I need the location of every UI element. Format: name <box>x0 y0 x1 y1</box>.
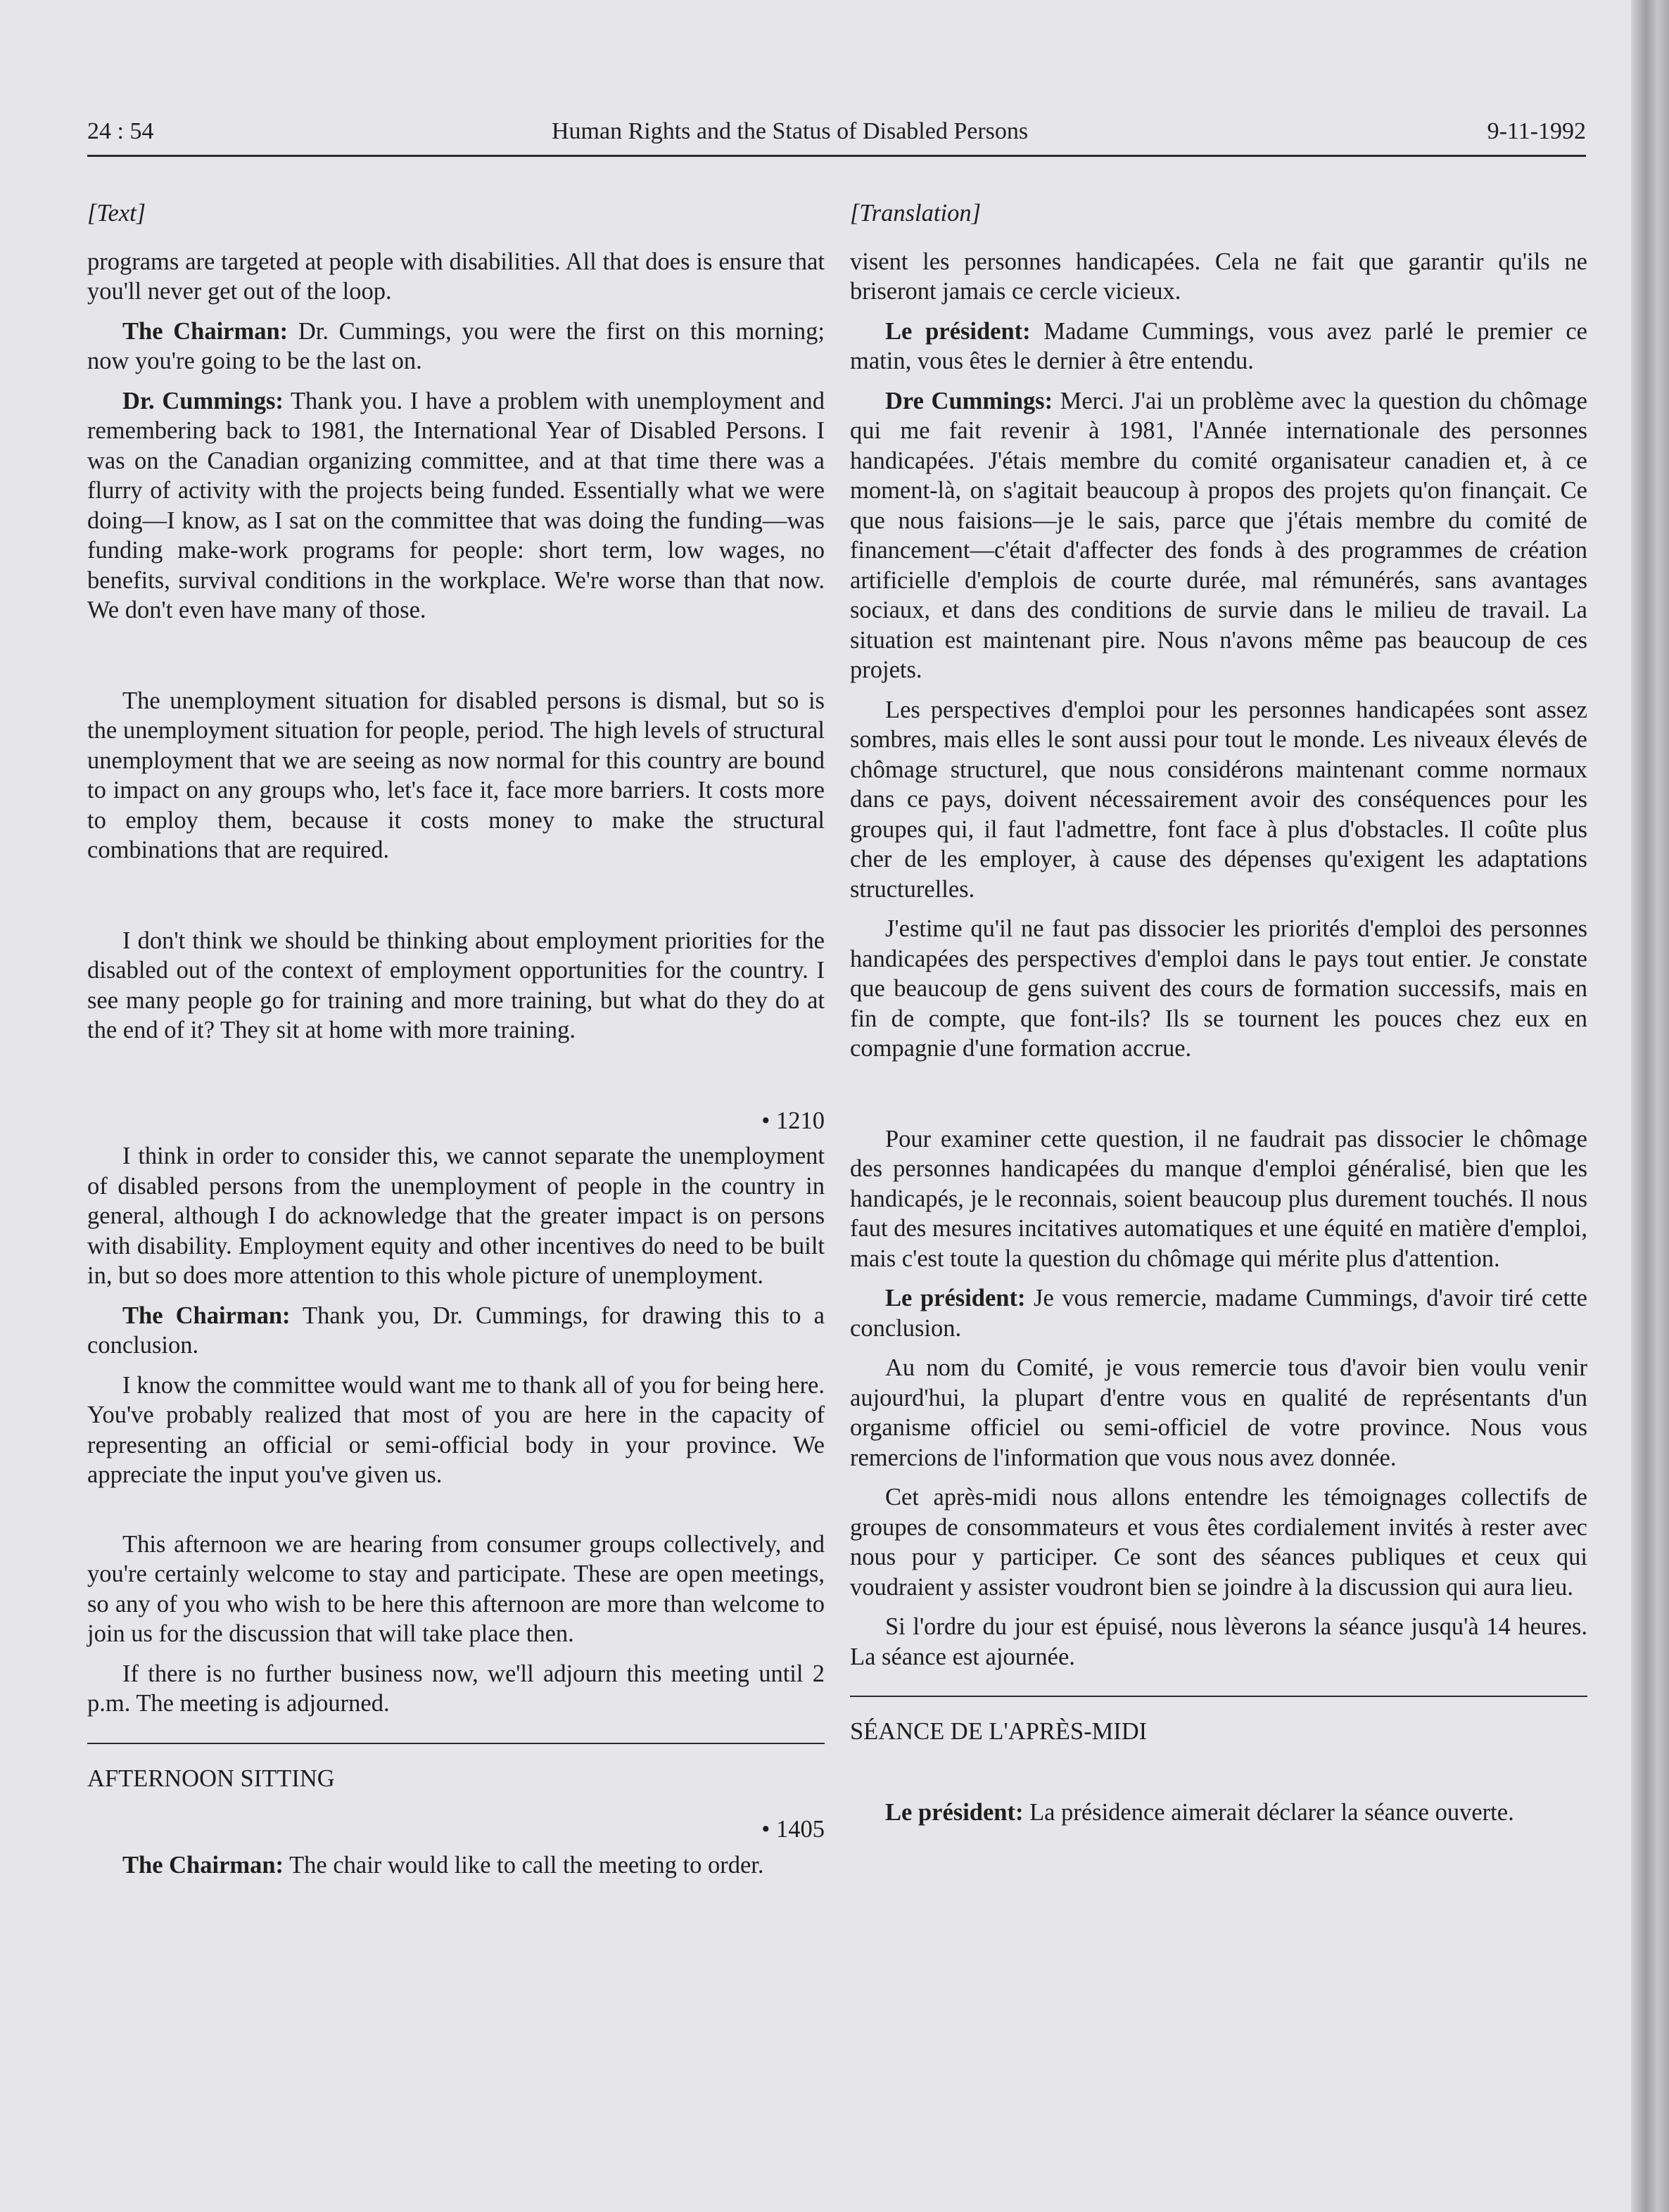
speaker-name: Dre Cummings: <box>885 387 1053 414</box>
speech-text: Thank you, Dr. Cummings, for drawing this to a conclusion. <box>87 1302 825 1359</box>
paragraph: Si l'ordre du jour est épuisé, nous lèverons la séance jusqu'à 14 heures. La séance est ajournée. <box>850 1613 1587 1670</box>
spacer <box>87 635 825 686</box>
speaker-name: Le président: <box>885 1798 1024 1826</box>
speaker-name: The Chairman: <box>122 317 288 345</box>
speech-paragraph <box>87 317 825 376</box>
paragraph: visent les personnes handicapées. Cela ne fait que garantir qu'ils ne briseront jamais ce cercle vicieux. <box>850 248 1587 305</box>
section-heading: AFTERNOON SITTING <box>87 1765 335 1792</box>
spacer <box>87 1500 825 1530</box>
speaker-name: The Chairman: <box>122 1302 291 1329</box>
speech-text: La présidence aimerait déclarer la séance ouverte. <box>1023 1798 1514 1826</box>
time-marker: • 1405 <box>761 1816 825 1843</box>
section-rule <box>850 1696 1587 1697</box>
column-tag: [Text] <box>87 200 146 227</box>
spacer <box>87 1055 825 1106</box>
spacer <box>850 1768 1587 1798</box>
speech-paragraph <box>850 386 1587 685</box>
paragraph: Pour examiner cette question, il ne faudrait pas dissocier le chômage des personnes handicapées du manque d'emploi généralisé, bien que les handicapés, je le reconnais, soient beaucoup plus durement touchés. Il nous faut des mesures incitatives automatiques et une équité en matière d'emploi, mais c'est toute la question du chômage qui mérite plus d'attention. <box>850 1125 1587 1272</box>
column-tag: [Translation] <box>850 200 981 227</box>
speech-paragraph <box>87 1850 825 1881</box>
paragraph: If there is no further business now, we'll adjourn this meeting until 2 p.m. The meeting is adjourned. <box>87 1660 825 1717</box>
speaker-name: Dr. Cummings: <box>122 387 284 414</box>
paragraph: Les perspectives d'emploi pour les personnes handicapées sont assez sombres, mais elles le sont aussi pour tout le monde. Les niveaux élevés de chômage structurel, que nous considérons maintenant comme normaux dans ce pays, doivent nécessairement avoir des conséquences pour les groupes qui, il faut l'admettre, font face à plus d'obstacles. Il coûte plus cher de les employer, à cause des dépenses qu'exigent les adaptations structurelles. <box>850 696 1587 903</box>
speech-text: Je vous remercie, madame Cummings, d'avoir tiré cette conclusion. <box>850 1285 1587 1342</box>
speech-text: Dr. Cummings, you were the first on this morning; now you're going to be the last on. <box>87 317 825 374</box>
page-edge <box>1631 0 1669 2212</box>
page-header <box>87 118 1586 158</box>
paragraph: Cet après-midi nous allons entendre les témoignages collectifs de groupes de consommateurs et vous êtes cordialement invités à rester avec nous pour y participer. Ce sont des séances publiques et ceux qui voudraient y assister voudront bien se joindre à la discussion qui aura lieu. <box>850 1484 1587 1601</box>
spacer <box>850 1074 1587 1124</box>
french-column <box>850 198 1587 1837</box>
section-heading: SÉANCE DE L'APRÈS-MIDI <box>850 1718 1148 1745</box>
paragraph: programs are targeted at people with disabilities. All that does is ensure that you'll never get out of the loop. <box>87 248 825 305</box>
paragraph: I don't think we should be thinking about employment priorities for the disabled out of the context of employment opportunities for the country. I see many people go for training and more training, but what do they do at the end of it? They sit at home with more training. <box>87 927 825 1043</box>
spacer <box>87 875 825 926</box>
running-title: Human Rights and the Status of Disabled Persons <box>552 118 1029 144</box>
paragraph: Au nom du Comité, je vous remercie tous d'avoir bien voulu venir aujourd'hui, la plupart d'entre vous en qualité de représentants d'un organisme officiel ou semi-officiel de votre province. Nous vous remercions de l'information que vous nous avez donnée. <box>850 1354 1587 1471</box>
english-column <box>87 198 825 1890</box>
speaker-name: Le président: <box>885 1285 1026 1311</box>
paragraph: I know the committee would want me to thank all of you for being here. You've probably realized that most of you are here in the capacity of representing an official or semi-official body in your province. We appreciate the input you've given us. <box>87 1371 825 1488</box>
speech-paragraph <box>850 317 1587 376</box>
speaker-name: Le président: <box>885 317 1031 345</box>
paragraph: This afternoon we are hearing from consumer groups collectively, and you're certainly welcome to stay and participate. These are open meetings, so any of you who wish to be here this afternoon are more than welcome to join us for the discussion that will take place then. <box>87 1530 825 1647</box>
speech-paragraph <box>87 386 825 625</box>
paragraph: The unemployment situation for disabled persons is dismal, but so is the unemployment situation for people, period. The high levels of structural unemployment that we are seeing as now normal for this country are bound to impact on any groups who, let's face it, face more barriers. It costs more to employ them, because it costs money to make the structural combinations that are required. <box>87 687 825 863</box>
speech-text: Merci. J'ai un problème avec la question du chômage qui me fait revenir à 1981, l'Année internationale des personnes handicapées. J'étais membre du comité organisateur canadien et, à ce moment-là, on s'agitait beaucoup à propos des projets qu'on finançait. Ce que nous faisions—je le sais, parce que j'étais membre du comité de financement—c'était d'affecter des fonds à des programmes de création artificielle d'emplois de courte durée, mal rémunérés, sans avantages sociaux, et dans des conditions de survie dans le milieu de travail. La situation est maintenant pire. Nous n'avons même pas beaucoup de ces projets. <box>850 387 1587 683</box>
speech-text: Madame Cummings, vous avez parlé le premier ce matin, vous êtes le dernier à être entendu. <box>850 317 1587 374</box>
paragraph: I think in order to consider this, we cannot separate the unemployment of disabled persons from the unemployment of people in the country in general, although I do acknowledge that the greater impact is on persons with disability. Employment equity and other incentives do need to be built in, but so does more attention to this whole picture of unemployment. <box>87 1143 825 1289</box>
section-rule <box>87 1743 825 1744</box>
speech-paragraph <box>850 1798 1587 1828</box>
speaker-name: The Chairman: <box>122 1851 284 1879</box>
header-rule <box>87 155 1586 157</box>
page-number: 24 : 54 <box>87 118 154 144</box>
speech-paragraph <box>87 1301 825 1361</box>
speech-text: The chair would like to call the meeting to order. <box>284 1851 764 1879</box>
time-marker: • 1210 <box>761 1107 825 1134</box>
speech-text: Thank you. I have a problem with unemployment and remembering back to 1981, the International Year of Disabled Persons. I was on the Canadian organizing committee, and at that time there was a flurry of activity with the projects being funded. Essentially what we were doing—I know, as I sat on the committee that was doing the funding—was funding make-work programs for people: short term, low wages, no benefits, survival conditions in the workplace. We're worse than that now. We don't even have many of those. <box>87 387 825 623</box>
header-date: 9-11-1992 <box>1487 118 1586 144</box>
paragraph: J'estime qu'il ne faut pas dissocier les priorités d'emploi des personnes handicapées des perspectives d'emploi dans le pays tout entier. Je constate que beaucoup de gens suivent des cours de formation successifs, mais en fin de compte, que font-ils? Ils se tournent les pouces chez eux en compagnie d'une formation accrue. <box>850 915 1587 1062</box>
speech-paragraph <box>850 1283 1587 1343</box>
